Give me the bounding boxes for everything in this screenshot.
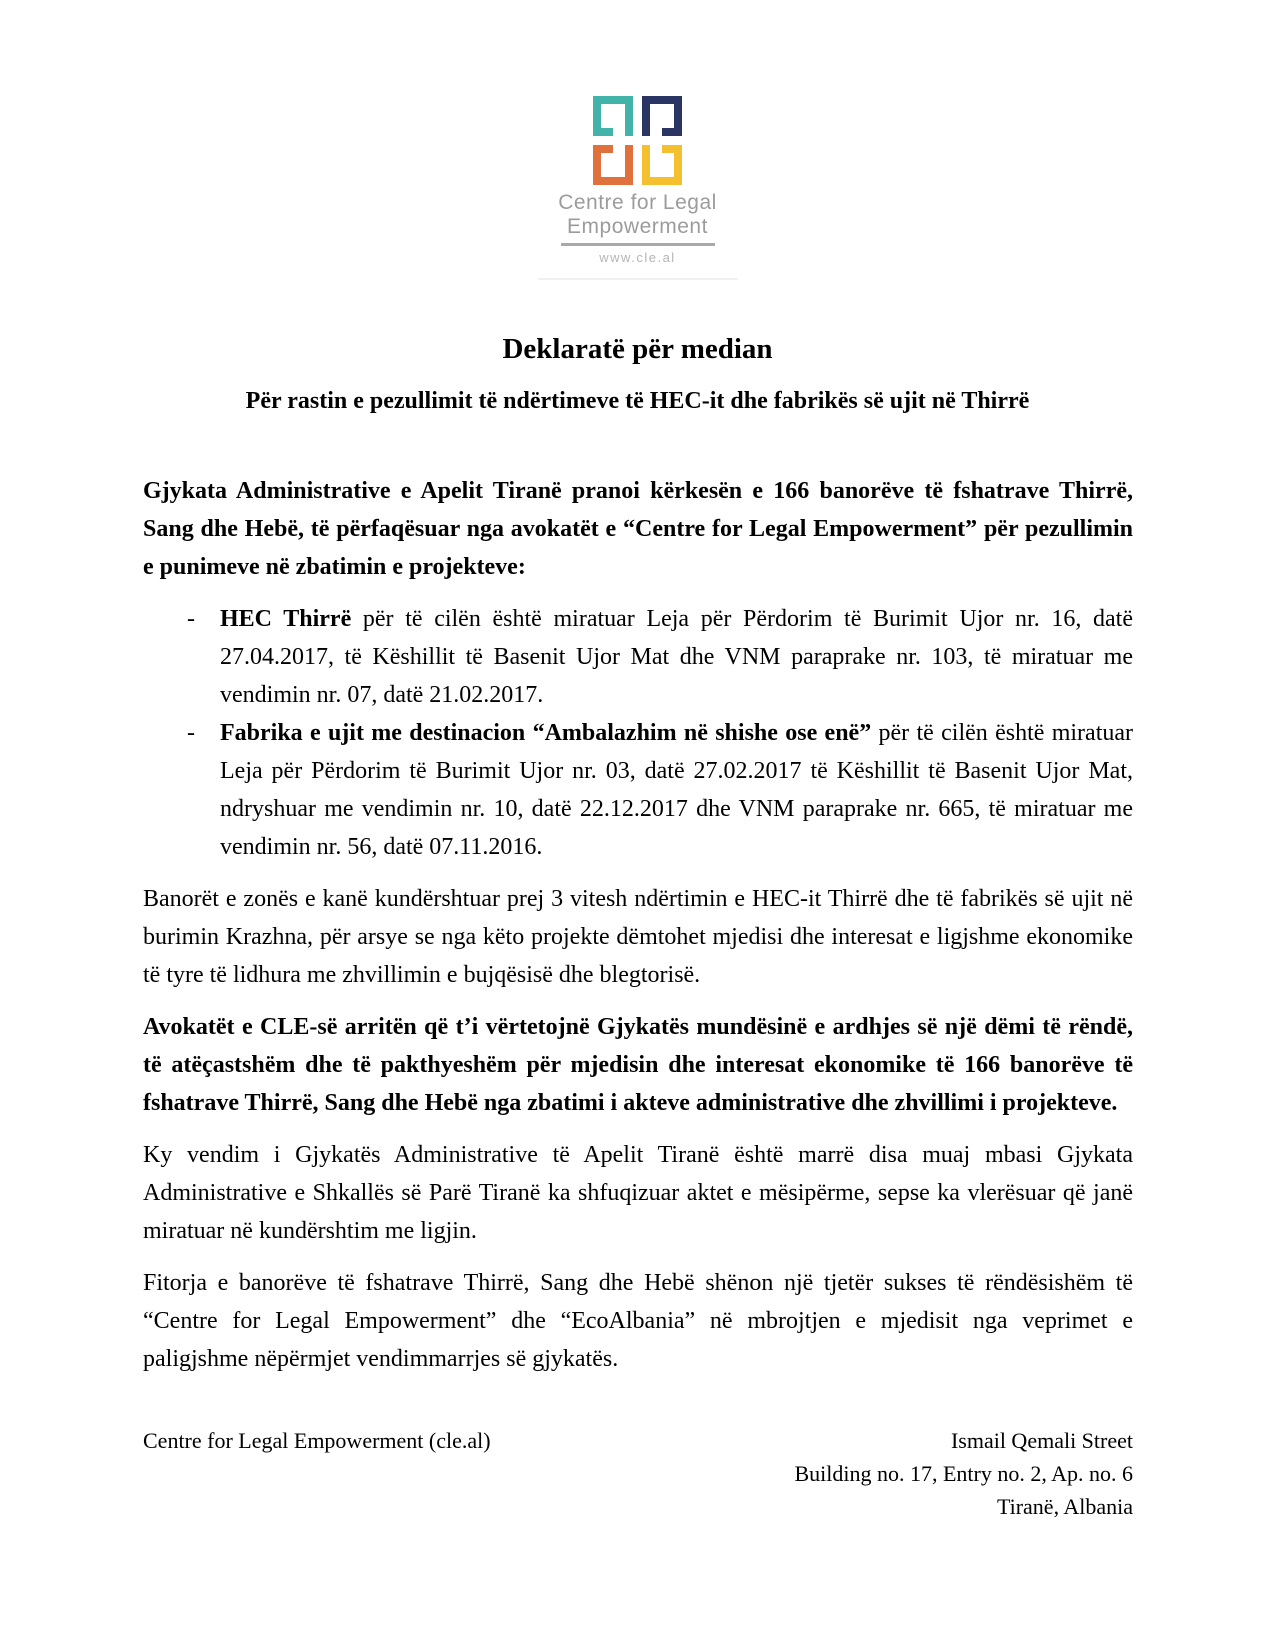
page-title: Deklaratë për median (502, 333, 773, 365)
bullet-dash-marker: - (187, 720, 195, 746)
logo-square-yellow-icon (642, 145, 682, 185)
logo-square-navy-icon (642, 96, 682, 136)
logo-square-orange-icon (593, 145, 633, 185)
footer-address-building: Building no. 17, Entry no. 2, Ap. no. 6 (794, 1461, 1133, 1486)
paragraph-ky-vendim: Ky vendim i Gjykatës Administrative të Apelit Tiranë është marrë disa muaj mbasi Gjykata Administrative e Shkallës së Parë Tiranë ka shfuqizuar aktet e mësipërme, sepse ka vlerësuar që janë miratuar në kundërshtim me ligjin. (143, 1142, 1133, 1244)
cle-logo-squares-icon (593, 96, 682, 185)
logo-rule (561, 243, 715, 246)
bullet-dash-marker: - (187, 606, 195, 632)
document-body (143, 472, 1133, 1378)
paragraph-avokatet: Avokatët e CLE-së arritën që t’i vërtetojnë Gjykatës mundësinë e ardhjes së një dëmi të rëndë, të atëçastshëm dhe të pakthyeshëm për mjedisin dhe interesat ekonomike të 166 banorëve të fshatrave Thirrë, Sang dhe Hebë nga zbatimi i akteve administrative dhe zhvillimi i projekteve. (143, 1014, 1133, 1116)
bullet-item-hec-thirre (143, 600, 1133, 714)
footer-address (794, 1424, 1133, 1523)
bullet-lead: Fabrika e ujit me destinacion “Ambalazhim në shishe ose enë” (220, 720, 872, 746)
bullet-lead: HEC Thirrë (220, 606, 352, 632)
bullet-text: për të cilën është miratuar Leja për Përdorim të Burimit Ujor nr. 16, datë 27.04.2017, të Këshillit të Basenit Ujor Mat dhe VNM paraprake nr. 103, të miratuar me vendimin nr. 07, datë 21.02.2017. (220, 606, 1134, 708)
logo-organization-name (0, 191, 1275, 239)
header-faint-divider (538, 278, 738, 280)
cle-logo (0, 0, 1275, 280)
logo-website-url: www.cle.al (599, 250, 676, 265)
footer-address-city: Tiranë, Albania (996, 1494, 1133, 1519)
logo-name-line2: Empowerment (567, 215, 708, 238)
logo-square-teal-icon (593, 96, 633, 136)
page-subtitle: Për rastin e pezullimit të ndërtimeve të HEC-it dhe fabrikës së ujit në Thirrë (245, 388, 1030, 414)
footer-organization: Centre for Legal Empowerment (cle.al) (143, 1428, 491, 1453)
bullet-item-fabrika-ujit (143, 714, 1133, 866)
paragraph-fitorja: Fitorja e banorëve të fshatrave Thirrë, Sang dhe Hebë shënon një tjetër sukses të rëndësishëm të “Centre for Legal Empowerment” dhe “EcoAlbania” në mbrojtjen e mjedisit nga veprimet e paligjshme nëpërmjet vendimmarrjes së gjykatës. (143, 1270, 1133, 1372)
bullet-text: për të cilën është miratuar Leja për Përdorim të Burimit Ujor nr. 03, datë 27.02.2017 të Këshillit të Basenit Ujor Mat, ndryshuar me vendimin nr. 10, datë 22.12.2017 dhe VNM paraprake nr. 665, të miratuar me vendimin nr. 56, datë 07.11.2016. (220, 720, 1134, 860)
logo-name-line1: Centre for Legal (558, 191, 717, 214)
intro-paragraph: Gjykata Administrative e Apelit Tiranë pranoi kërkesën e 166 banorëve të fshatrave Thirrë, Sang dhe Hebë, të përfaqësuar nga avokatët e “Centre for Legal Empowerment” për pezullimin e punimeve në zbatimin e projekteve: (143, 478, 1133, 580)
footer-address-street: Ismail Qemali Street (950, 1428, 1133, 1453)
page-footer (143, 1424, 1133, 1523)
project-bullet-list (143, 600, 1133, 866)
paragraph-banoret: Banorët e zonës e kanë kundërshtuar prej 3 vitesh ndërtimin e HEC-it Thirrë dhe të fabrikës së ujit në burimin Krazhna, për arsye se nga këto projekte dëmtohet mjedisi dhe interesat e ligjshme ekonomike të tyre të lidhura me zhvillimin e bujqësisë dhe blegtorisë. (143, 886, 1133, 988)
